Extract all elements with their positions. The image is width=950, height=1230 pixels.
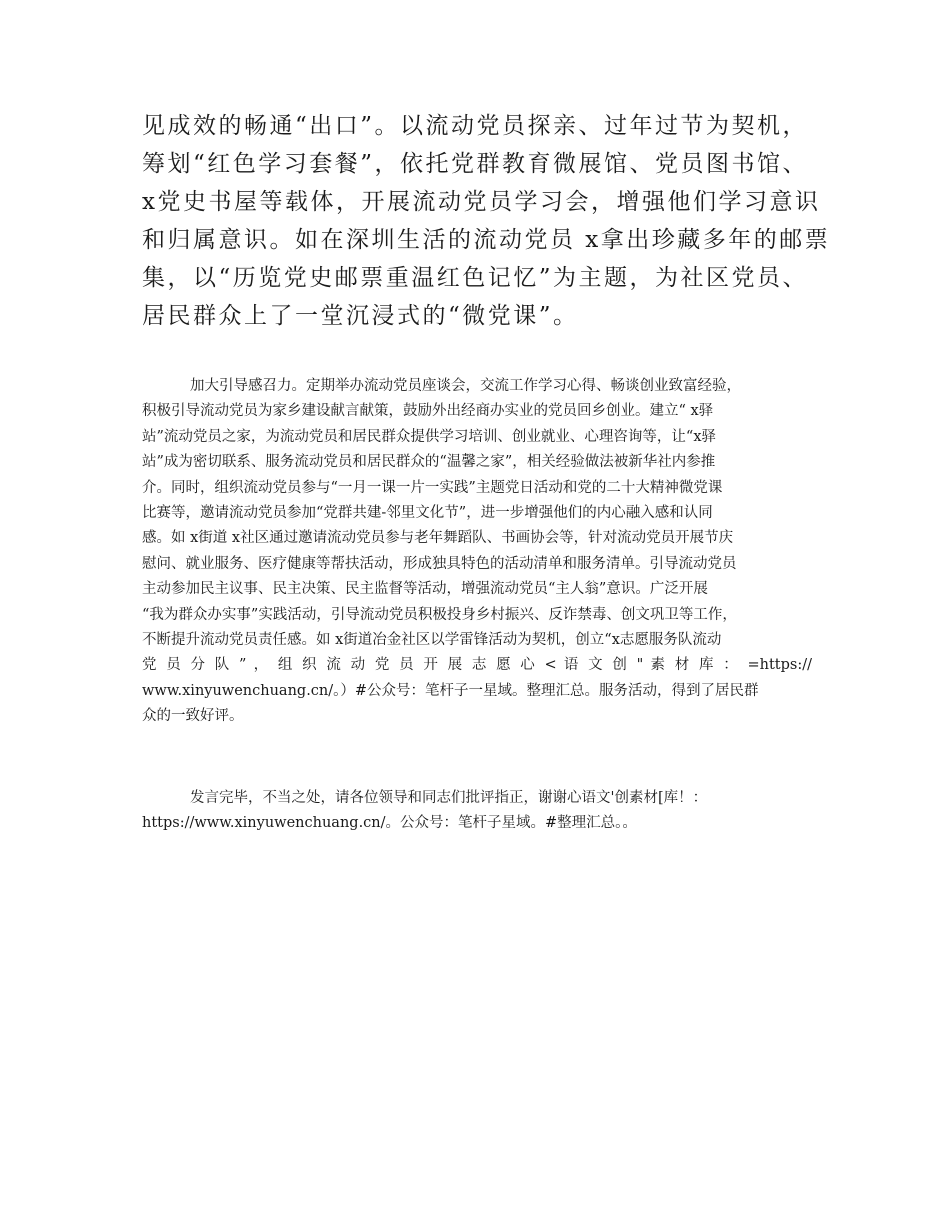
text-line: 站”成为密切联系、服务流动党员和居民群众的“温馨之家”，相关经验做法被新华社内参推 — [142, 454, 716, 471]
text-line: 众的一致好评。 — [142, 708, 244, 725]
closing-paragraph — [142, 786, 812, 837]
text-line: 党 员 分 队 ” ， 组 织 流 动 党 员 开 展 志 愿 心 < 语 文 创 " 素 材 库 ： =https:// — [142, 657, 812, 674]
text-line: 感。如 x街道 x社区通过邀请流动党员参与老年舞蹈队、书画协会等，针对流动党员开展节庆 — [142, 530, 734, 547]
text-line: 加大引导感召力。定期举办流动党员座谈会，交流工作学习心得、畅谈创业致富经验， — [190, 378, 741, 394]
text-line: 发言完毕，不当之处，请各位领导和同志们批评指正，谢谢心语文'创素材[库！： — [190, 790, 708, 806]
text-line: 见成效的畅通“出口”。以流动党员探亲、过年过节为契机， — [142, 113, 809, 139]
text-line: 筹划“红色学习套餐”，依托党群教育微展馆、党员图书馆、 — [142, 151, 809, 177]
text-line: 站”流动党员之家，为流动党员和居民群众提供学习培训、创业就业、心理咨询等，让“x驿 — [142, 428, 716, 445]
text-line: 主动参加民主议事、民主决策、民主监督等活动，增强流动党员“主人翁”意识。广泛开展 — [142, 581, 708, 598]
text-line: 居民群众上了一堂沉浸式的“微党课”。 — [142, 303, 579, 329]
text-line: https://www.xinyuwenchuang.cn/。公众号：笔杆子星域。#整理汇总。。 — [142, 815, 637, 832]
body-paragraph-guidance — [142, 374, 812, 729]
text-line: 和归属意识。如在深圳生活的流动党员 x拿出珍藏多年的邮票 — [142, 227, 831, 253]
text-line: 积极引导流动党员为家乡建设献言献策，鼓励外出经商办实业的党员回乡创业。建立“ x驿 — [142, 403, 714, 420]
text-line: 介。同时，组织流动党员参与“一月一课一片一实践”主题党日活动和党的二十大精神微党课 — [142, 479, 723, 496]
text-line: www.xinyuwenchuang.cn/。）#公众号：笔杆子一星域。整理汇总。服务活动，得到了居民群 — [142, 682, 759, 699]
intro-paragraph — [142, 107, 831, 335]
text-line: “我为群众办实事”实践活动，引导流动党员积极投身乡村振兴、反诈禁毒、创文巩卫等工作， — [142, 606, 737, 623]
text-line: 集，以“历览党史邮票重温红色记忆”为主题，为社区党员、 — [142, 265, 809, 291]
text-line: 慰问、就业服务、医疗健康等帮扶活动，形成独具特色的活动清单和服务清单。引导流动党员 — [142, 555, 737, 572]
text-line: x党史书屋等载体，开展流动党员学习会，增强他们学习意识 — [142, 189, 821, 215]
text-line: 比赛等，邀请流动党员参加“党群共建-邻里文化节”，进一步增强他们的内心融入感和认同 — [142, 504, 713, 521]
text-line: 不断提升流动党员责任感。如 x街道冶金社区以学雷锋活动为契机，创立“x志愿服务队流动 — [142, 631, 722, 648]
